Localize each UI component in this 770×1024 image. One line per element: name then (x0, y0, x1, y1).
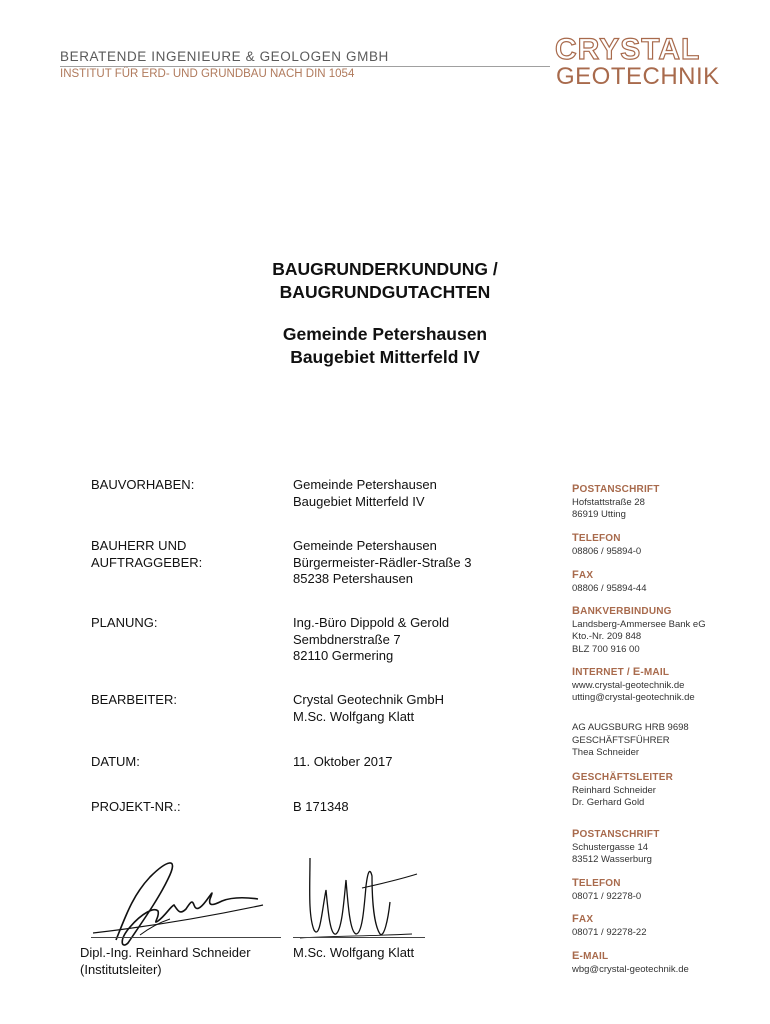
logo-crystal-text: CRYSTAL (555, 33, 701, 66)
value-line: Gemeinde Petershausen (293, 477, 437, 492)
label-line: BAUHERR UND (91, 538, 187, 553)
contact-postanschrift-wasserburg: POSTANSCHRIFT Schustergasse 14 83512 Wasserburg (572, 828, 660, 865)
signature-line-left (91, 937, 281, 938)
signature-klatt (292, 850, 432, 945)
institute-line: INSTITUT FÜR ERD- UND GRUNDBAU NACH DIN 1054 (60, 68, 355, 80)
contact-geschaeftsleiter: GESCHÄFTSLEITER Reinhard Schneider Dr. Gerhard Gold (572, 771, 674, 808)
signature-line-right (293, 937, 425, 938)
signature-schneider (88, 845, 278, 950)
logo-geotechnik-text: GEOTECHNIK (556, 63, 720, 90)
value-projekt-nr: B 171348 (293, 799, 349, 814)
value-line: Bürgermeister-Rädler-Straße 3 (293, 554, 472, 570)
value-line: 82110 Germering (293, 648, 394, 663)
label-line: AUFTRAGGEBER: (91, 554, 203, 570)
label-bauvorhaben: BAUVORHABEN: (91, 477, 195, 492)
label-datum: DATUM: (91, 754, 140, 769)
contact-telefon-wasserburg: TELEFON 08071 / 92278-0 (572, 877, 642, 902)
company-tagline: BERATENDE INGENIEURE & GEOLOGEN GMBH (60, 49, 389, 64)
contact-email-wasserburg: E-MAIL wbg@crystal-geotechnik.de (572, 950, 689, 975)
contact-bankverbindung: BANKVERBINDUNG Landsberg-Ammersee Bank eG Kto.-Nr. 209 848 BLZ 700 916 00 (572, 605, 706, 655)
signer-right-name: M.Sc. Wolfgang Klatt (293, 945, 415, 960)
label-projekt-nr: PROJEKT-NR.: (91, 799, 181, 814)
signer-left-role: (Institutsleiter) (80, 961, 162, 977)
letterhead-divider (60, 66, 550, 67)
value-line: 85238 Petershausen (293, 571, 413, 586)
value-bearbeiter (293, 692, 444, 725)
value-line: Ing.-Büro Dippold & Gerold (293, 615, 450, 630)
contact-register: AG AUGSBURG HRB 9698 GESCHÄFTSFÜHRER Thea Schneider (572, 722, 689, 758)
title-line-2: BAUGRUNDGUTACHTEN (279, 282, 491, 302)
value-line: Crystal Geotechnik GmbH (293, 692, 444, 707)
label-bearbeiter: BEARBEITER: (91, 692, 177, 707)
value-line: Sembdnerstraße 7 (293, 631, 401, 647)
subtitle-line-1: Gemeinde Petershausen (282, 324, 488, 344)
value-line: Baugebiet Mitterfeld IV (293, 493, 425, 509)
value-bauvorhaben (293, 477, 437, 510)
label-bauherr (91, 538, 202, 571)
signer-left-name: Dipl.-Ing. Reinhard Schneider (80, 945, 251, 960)
signer-left (80, 945, 251, 978)
subtitle-line-2: Baugebiet Mitterfeld IV (290, 347, 480, 367)
title-line-1: BAUGRUNDERKUNDUNG / (272, 259, 498, 279)
company-logo (555, 34, 725, 90)
label-planung: PLANUNG: (91, 615, 158, 630)
contact-internet-email: INTERNET / E-MAIL www.crystal-geotechnik.de utting@crystal-geotechnik.de (572, 666, 695, 703)
value-datum: 11. Oktober 2017 (293, 754, 393, 769)
contact-telefon-utting: TELEFON 08806 / 95894-0 (572, 532, 642, 557)
contact-postanschrift-utting: POSTANSCHRIFT Hofstattstraße 28 86919 Utting (572, 483, 660, 520)
value-planung (293, 615, 449, 665)
contact-fax-wasserburg: FAX 08071 / 92278-22 (572, 913, 647, 938)
value-line: M.Sc. Wolfgang Klatt (293, 708, 415, 724)
value-line: Gemeinde Petershausen (293, 538, 437, 553)
value-bauherr (293, 538, 471, 588)
contact-fax-utting: FAX 08806 / 95894-44 (572, 569, 647, 594)
